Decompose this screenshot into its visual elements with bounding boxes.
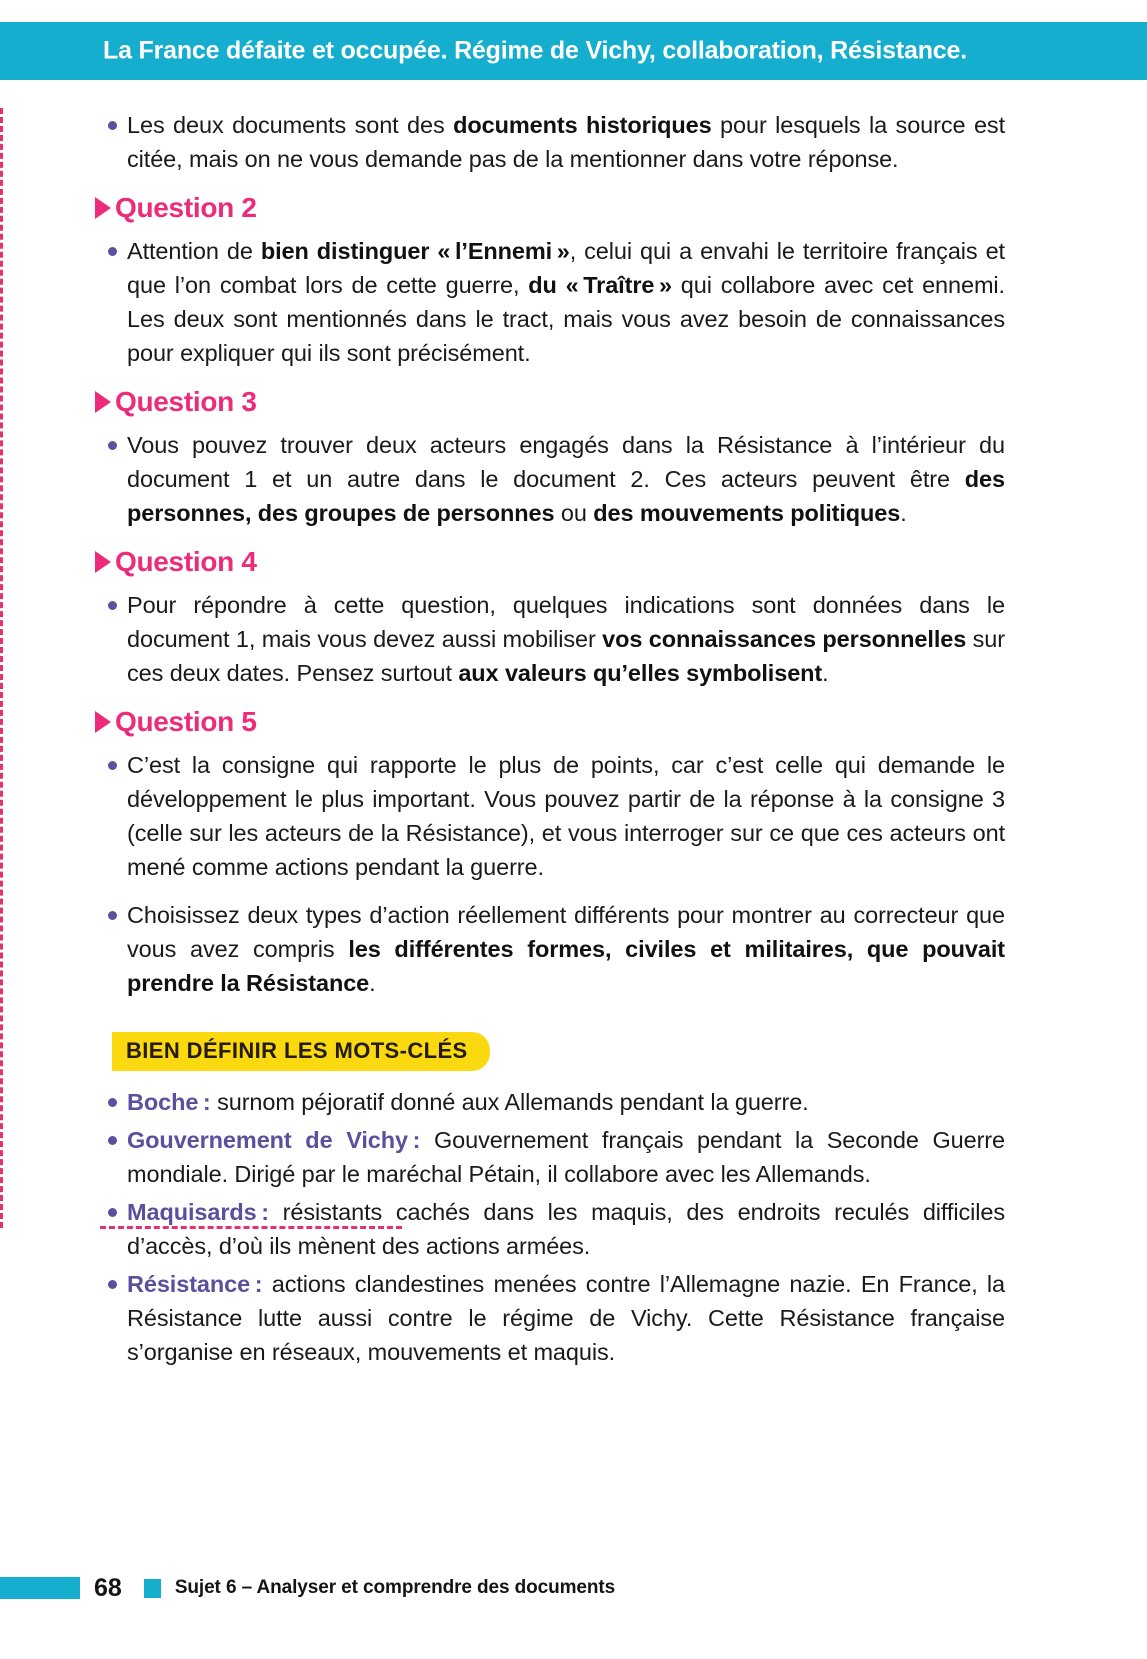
bullet-dot-icon [108, 1136, 117, 1145]
question-5-paragraph-2 [100, 898, 1005, 1000]
definition-term-maquisards: Maquisards : [127, 1199, 269, 1225]
intro-text-1: Les deux documents sont des [127, 112, 454, 138]
q5b-text-2: . [369, 970, 376, 996]
question-label-4: Question 4 [115, 546, 257, 577]
definition-text-boche: surnom péjoratif donné aux Allemands pendant la guerre. [210, 1089, 809, 1115]
q4-text-3: . [822, 660, 829, 686]
q3-bold-1: des personnes, des groupes de personnes [127, 466, 1005, 526]
footer-page-number: 68 [94, 1573, 122, 1602]
question-header-5 [95, 704, 1005, 740]
definition-item-maquisards [100, 1195, 1005, 1263]
bullet-dot-icon [108, 1098, 117, 1107]
q4-bold-1: vos connaissances personnelles [602, 626, 967, 652]
q4-text-2: sur ces deux dates. Pensez surtout [127, 626, 1006, 686]
question-label-2: Question 2 [115, 192, 257, 223]
q2-text-2: , celui qui a envahi le territoire français et que l’on combat lors de cette guerre, [127, 238, 1005, 298]
keywords-section-badge: BIEN DÉFINIR LES MOTS-CLÉS [112, 1032, 490, 1071]
q4-bold-2: aux valeurs qu’elles symbolisent [458, 660, 823, 686]
dashed-left-border [0, 108, 3, 1228]
footer-subject-label: Sujet 6 – Analyser et comprendre des documents [174, 1577, 616, 1598]
question-label-5: Question 5 [115, 706, 257, 737]
definition-term-vichy: Gouvernement de Vichy : [127, 1127, 421, 1153]
intro-bold-1: documents historiques [453, 112, 712, 138]
bullet-dot-icon [108, 601, 117, 610]
definition-item-resistance [100, 1267, 1005, 1369]
definition-text-resistance: actions clandestines menées contre l’Allemagne nazie. En France, la Résistance lutte aussi contre le régime de Vichy. Cette Résistance française s’organise en réseaux, mouvements et maquis. [127, 1271, 1005, 1365]
intro-text-2: pour lesquels la source est citée, mais on ne vous demande pas de la mentionner dans votre réponse. [127, 112, 1005, 172]
definition-term-resistance: Résistance : [127, 1271, 263, 1297]
page-title: La France défaite et occupée. Régime de Vichy, collaboration, Résistance. [103, 36, 967, 65]
question-label-3: Question 3 [115, 386, 257, 417]
bullet-dot-icon [108, 1280, 117, 1289]
q2-text-1: Attention de [127, 238, 261, 264]
question-header-3 [95, 384, 1005, 420]
q3-text-1: Vous pouvez trouver deux acteurs engagés dans la Résistance à l’intérieur du document 1 et un autre dans le document 2. Ces acteurs peuvent être [127, 432, 1005, 492]
triangle-marker-icon [95, 197, 111, 219]
triangle-marker-icon [95, 711, 111, 733]
page-footer [0, 1573, 1147, 1603]
question-header-4 [95, 544, 1005, 580]
definition-item-vichy [100, 1123, 1005, 1191]
footer-teal-bar [0, 1577, 80, 1599]
main-content [100, 108, 1005, 1373]
bullet-dot-icon [108, 247, 117, 256]
q2-text-3: qui collabore avec cet ennemi. Les deux sont mentionnés dans le tract, mais vous avez besoin de connaissances pour expliquer qui ils sont précisément. [127, 272, 1005, 366]
question-2-paragraph-1 [100, 234, 1005, 370]
q2-bold-2: du « Traître » [528, 272, 672, 298]
question-4-paragraph-1 [100, 588, 1005, 690]
definition-term-boche: Boche : [127, 1089, 211, 1115]
definition-text-maquisards: résistants cachés dans les maquis, des endroits reculés difficiles d’accès, d’où ils mènent des actions armées. [127, 1199, 1005, 1259]
bullet-dot-icon [108, 911, 117, 920]
footer-teal-square [144, 1579, 161, 1598]
bullet-dot-icon [108, 761, 117, 770]
question-5-paragraph-1 [100, 748, 1005, 884]
question-3-paragraph-1 [100, 428, 1005, 530]
bullet-dot-icon [108, 121, 117, 130]
q5b-text-1: Choisissez deux types d’action réellement différents pour montrer au correcteur que vous avez compris [127, 902, 1005, 962]
q2-bold-1: bien distinguer « l’Ennemi » [260, 238, 570, 264]
triangle-marker-icon [95, 551, 111, 573]
definition-text-vichy: Gouvernement français pendant la Seconde Guerre mondiale. Dirigé par le maréchal Pétain, il collabore avec les Allemands. [127, 1127, 1005, 1187]
q5b-bold-1: les différentes formes, civiles et militaires, que pouvait prendre la Résistance [127, 936, 1006, 996]
triangle-marker-icon [95, 391, 111, 413]
q3-bold-2: des mouvements politiques [593, 500, 901, 526]
q5-text-1: C’est la consigne qui rapporte le plus de points, car c’est celle qui demande le développement le plus important. Vous pouvez partir de la réponse à la consigne 3 (celle sur les acteurs de la Résistance), et vous interroger sur ce que ces acteurs ont mené comme actions pendant la guerre. [127, 752, 1005, 880]
q4-text-1: Pour répondre à cette question, quelques indications sont données dans le document 1, mais vous devez aussi mobiliser [127, 592, 1005, 652]
q3-text-3: . [900, 500, 907, 526]
page-header-banner [0, 22, 1147, 80]
intro-paragraph [100, 108, 1005, 176]
q3-text-2: ou [554, 500, 594, 526]
definition-item-boche [100, 1085, 1005, 1119]
question-header-2 [95, 190, 1005, 226]
bullet-dot-icon [108, 1208, 117, 1217]
bullet-dot-icon [108, 441, 117, 450]
keywords-pill-row [112, 1032, 1005, 1071]
